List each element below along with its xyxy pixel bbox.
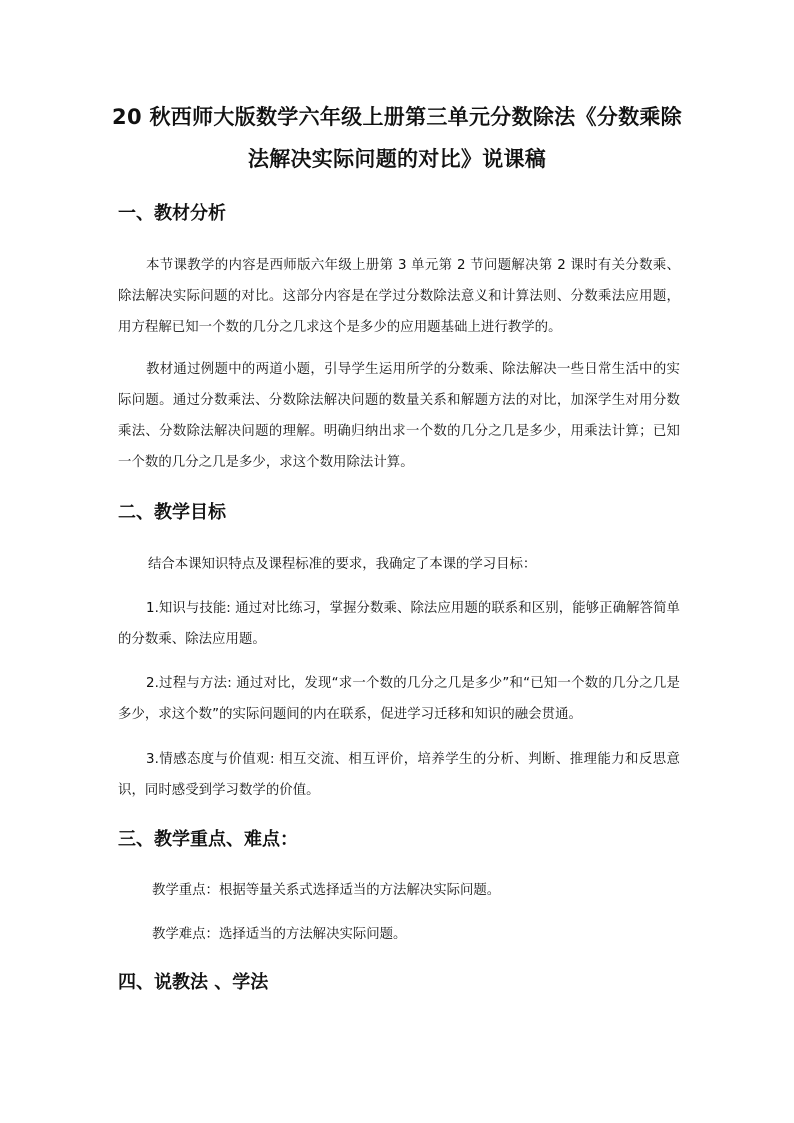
goal-item-process-method: 2.过程与方法: 通过对比，发现“求一个数的几分之几是多少”和“已知一个数的几分之几是多少，求这个数”的实际问题间的内在联系，促进学习迁移和知识的融会贯通。 [118, 676, 680, 722]
key-point-line: 教学重点：根据等量关系式选择适当的方法解决实际问题。 [152, 883, 501, 898]
goal-item-knowledge-skills: 1.知识与技能: 通过对比练习，掌握分数乘、除法应用题的联系和区别，能够正确解答简单的分数乘、除法应用题。 [118, 601, 680, 647]
document-title-line-1: 20 秋西师大版数学六年级上册第三单元分数除法《分数乘除 [112, 105, 682, 129]
goals-intro: 结合本课知识特点及课程标准的要求，我确定了本课的学习目标： [148, 557, 537, 572]
paragraph-textbook-content: 本节课教学的内容是西师版六年级上册第 3 单元第 2 节问题解决第 2 课时有关分数乘、除法解决实际问题的对比。这部分内容是在学过分数除法意义和计算法则、分数乘法应用题，用方程解已知一个数的几分之几求这个是多少的应用题基础上进行教学的。 [118, 258, 680, 335]
difficult-point-line: 教学难点：选择适当的方法解决实际问题。 [152, 927, 407, 942]
document-title-line-2: 法解决实际问题的对比》说课稿 [247, 147, 547, 171]
section-heading-teaching-goals: 二、教学目标 [118, 502, 226, 523]
goal-item-emotion-values: 3.情感态度与价值观: 相互交流、相互评价，培养学生的分析、判断、推理能力和反思意识，同时感受到学习数学的价值。 [118, 752, 680, 798]
section-heading-teaching-methods: 四、说教法 、学法 [118, 972, 269, 993]
paragraph-textbook-examples: 教材通过例题中的两道小题，引导学生运用所学的分数乘、除法解决一些日常生活中的实际问题。通过分数乘法、分数除法解决问题的数量关系和解题方法的对比，加深学生对用分数乘法、分数除法解决问题的理解。明确归纳出求一个数的几分之几是多少，用乘法计算；已知一个数的几分之几是多少，求这个数用除法计算。 [118, 362, 680, 470]
section-heading-textbook-analysis: 一、教材分析 [118, 203, 226, 224]
section-heading-key-points: 三、教学重点、难点： [118, 829, 298, 850]
